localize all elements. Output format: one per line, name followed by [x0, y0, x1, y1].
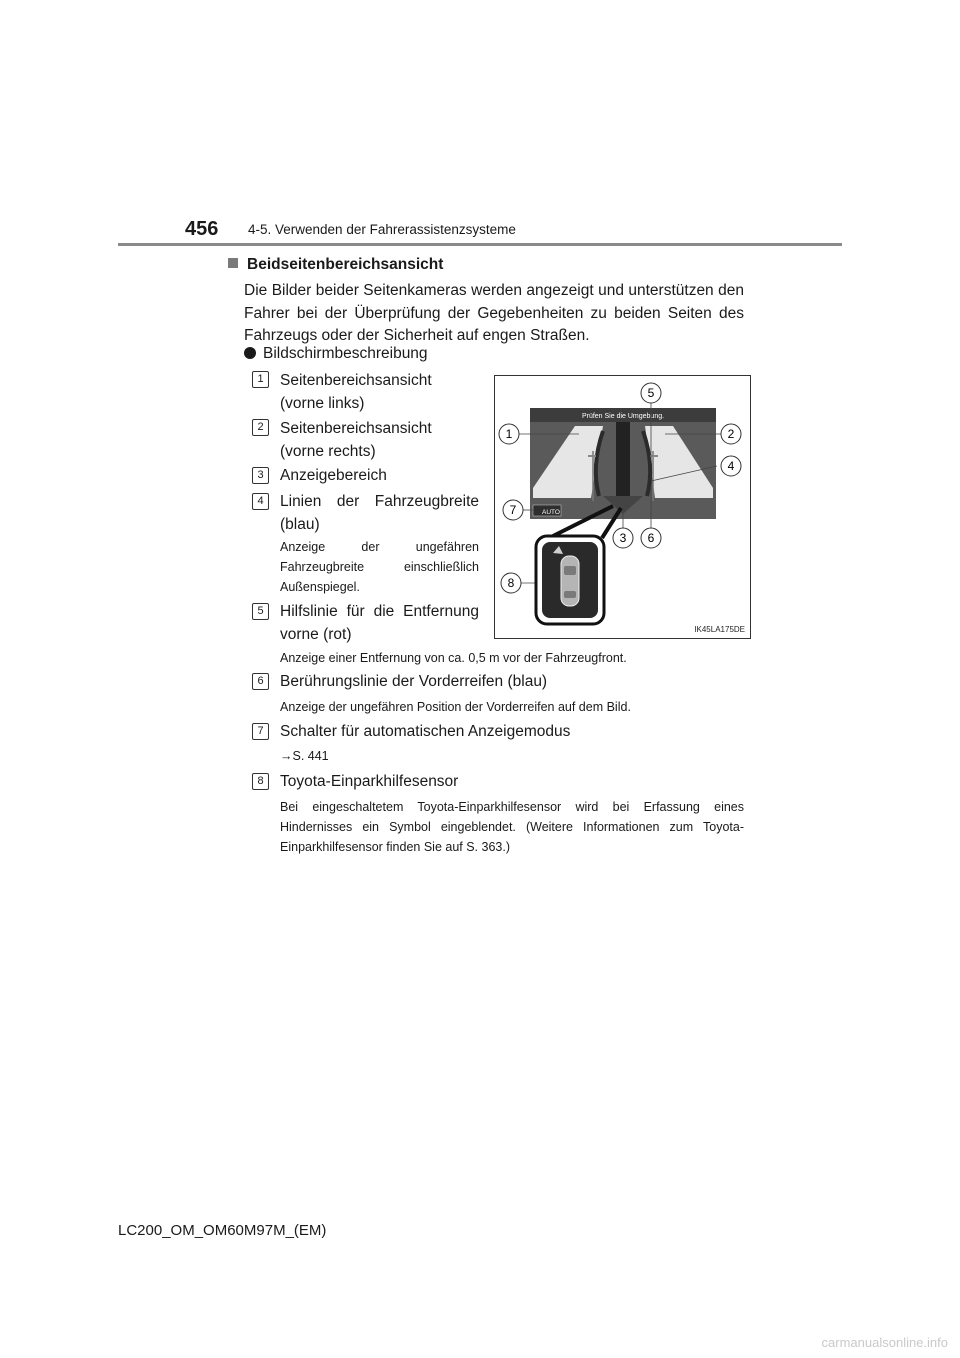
callout-8-label: 8: [507, 576, 515, 590]
intro-paragraph: Die Bilder beider Seitenkameras werden angezeigt und unterstützen den Fahrer bei der Überprüfung der Gegebenheiten zu beiden Seiten des Fahrzeugs oder der Sicherheit auf engen Straßen.: [244, 282, 744, 344]
callout-1-label: 1: [505, 427, 513, 441]
header-rule: [118, 243, 842, 246]
number-badge-8: 8: [252, 773, 269, 790]
figure-code: IK45LA175DE: [694, 625, 745, 634]
item-title-2: Seitenbereichsansicht (vorne rechts): [280, 420, 432, 460]
number-badge-7: 7: [252, 723, 269, 740]
callout-5-label: 5: [647, 386, 655, 400]
item-note-4: Anzeige der ungefähren Fahrzeugbreite einschließlich Außenspiegel.: [280, 540, 479, 594]
callout-7: [503, 500, 523, 520]
auto-label: AUTO: [542, 509, 560, 516]
item-title-4: Linien der Fahrzeugbreite (blau): [280, 493, 479, 533]
footer-code: LC200_OM_OM60M97M_(EM): [118, 1222, 327, 1239]
car-windshield: [564, 566, 576, 575]
bullet-text: Bildschirmbeschreibung: [263, 345, 428, 362]
section-heading: [228, 256, 443, 274]
section-title: 4-5. Verwenden der Fahrerassistenzsysteme: [248, 222, 516, 237]
screen-message: Prüfen Sie die Umgebung.: [581, 413, 665, 420]
callout-5: [641, 383, 661, 403]
watermark: carmanualsonline.info: [821, 1335, 948, 1350]
callout-7-label: 7: [509, 503, 517, 517]
callout-3: [613, 528, 633, 548]
callout-8: [501, 573, 521, 593]
item-title-5: Hilfslinie für die Entfernung vorne (rot): [280, 603, 479, 643]
item-title-1: Seitenbereichsansicht (vorne links): [280, 372, 432, 412]
page-number: 456: [185, 218, 219, 240]
car-rear-window: [564, 591, 576, 598]
callout-4-label: 4: [727, 459, 735, 473]
number-badge-5: 5: [252, 603, 269, 620]
item-note-5: Anzeige einer Entfernung von ca. 0,5 m vor der Fahrzeugfront.: [280, 651, 627, 665]
item-title-3: Anzeigebereich: [280, 467, 387, 484]
callout-2-label: 2: [727, 427, 735, 441]
callout-2: [721, 424, 741, 444]
camera-view-figure: [494, 375, 751, 639]
callout-1: [499, 424, 519, 444]
car-top-view-icon: [561, 556, 579, 606]
item-title-6: Berührungslinie der Vorderreifen (blau): [280, 673, 548, 690]
bullet-dot-icon: [244, 347, 256, 359]
bullet-item: [244, 345, 428, 363]
camera-view-illustration: [495, 376, 750, 638]
center-divider: [616, 422, 630, 502]
callout-4: [721, 456, 741, 476]
callout-3-label: 3: [619, 531, 627, 545]
number-badge-2: 2: [252, 419, 269, 436]
square-bullet-icon: [228, 258, 238, 268]
item-note-6: Anzeige der ungefähren Position der Vorderreifen auf dem Bild.: [280, 700, 631, 714]
number-badge-6: 6: [252, 673, 269, 690]
number-badge-3: 3: [252, 467, 269, 484]
callout-6-label: 6: [647, 531, 655, 545]
item-title-7: Schalter für automatischen Anzeigemodus: [280, 723, 571, 740]
item-title-8: Toyota-Einparkhilfesensor: [280, 773, 459, 790]
number-badge-4: 4: [252, 493, 269, 510]
heading-text: Beidseitenbereichsansicht: [247, 256, 444, 273]
item-note-8: Bei eingeschaltetem Toyota-Einparkhilfesensor wird bei Erfassung eines Hindernisses ein Symbol eingeblendet. (Weitere Informationen zum Toyota-Einparkhilfesensor finden Sie auf S. 363.): [280, 800, 744, 854]
callout-6: [641, 528, 661, 548]
item-note-7: →S. 441: [280, 749, 329, 763]
number-badge-1: 1: [252, 371, 269, 388]
